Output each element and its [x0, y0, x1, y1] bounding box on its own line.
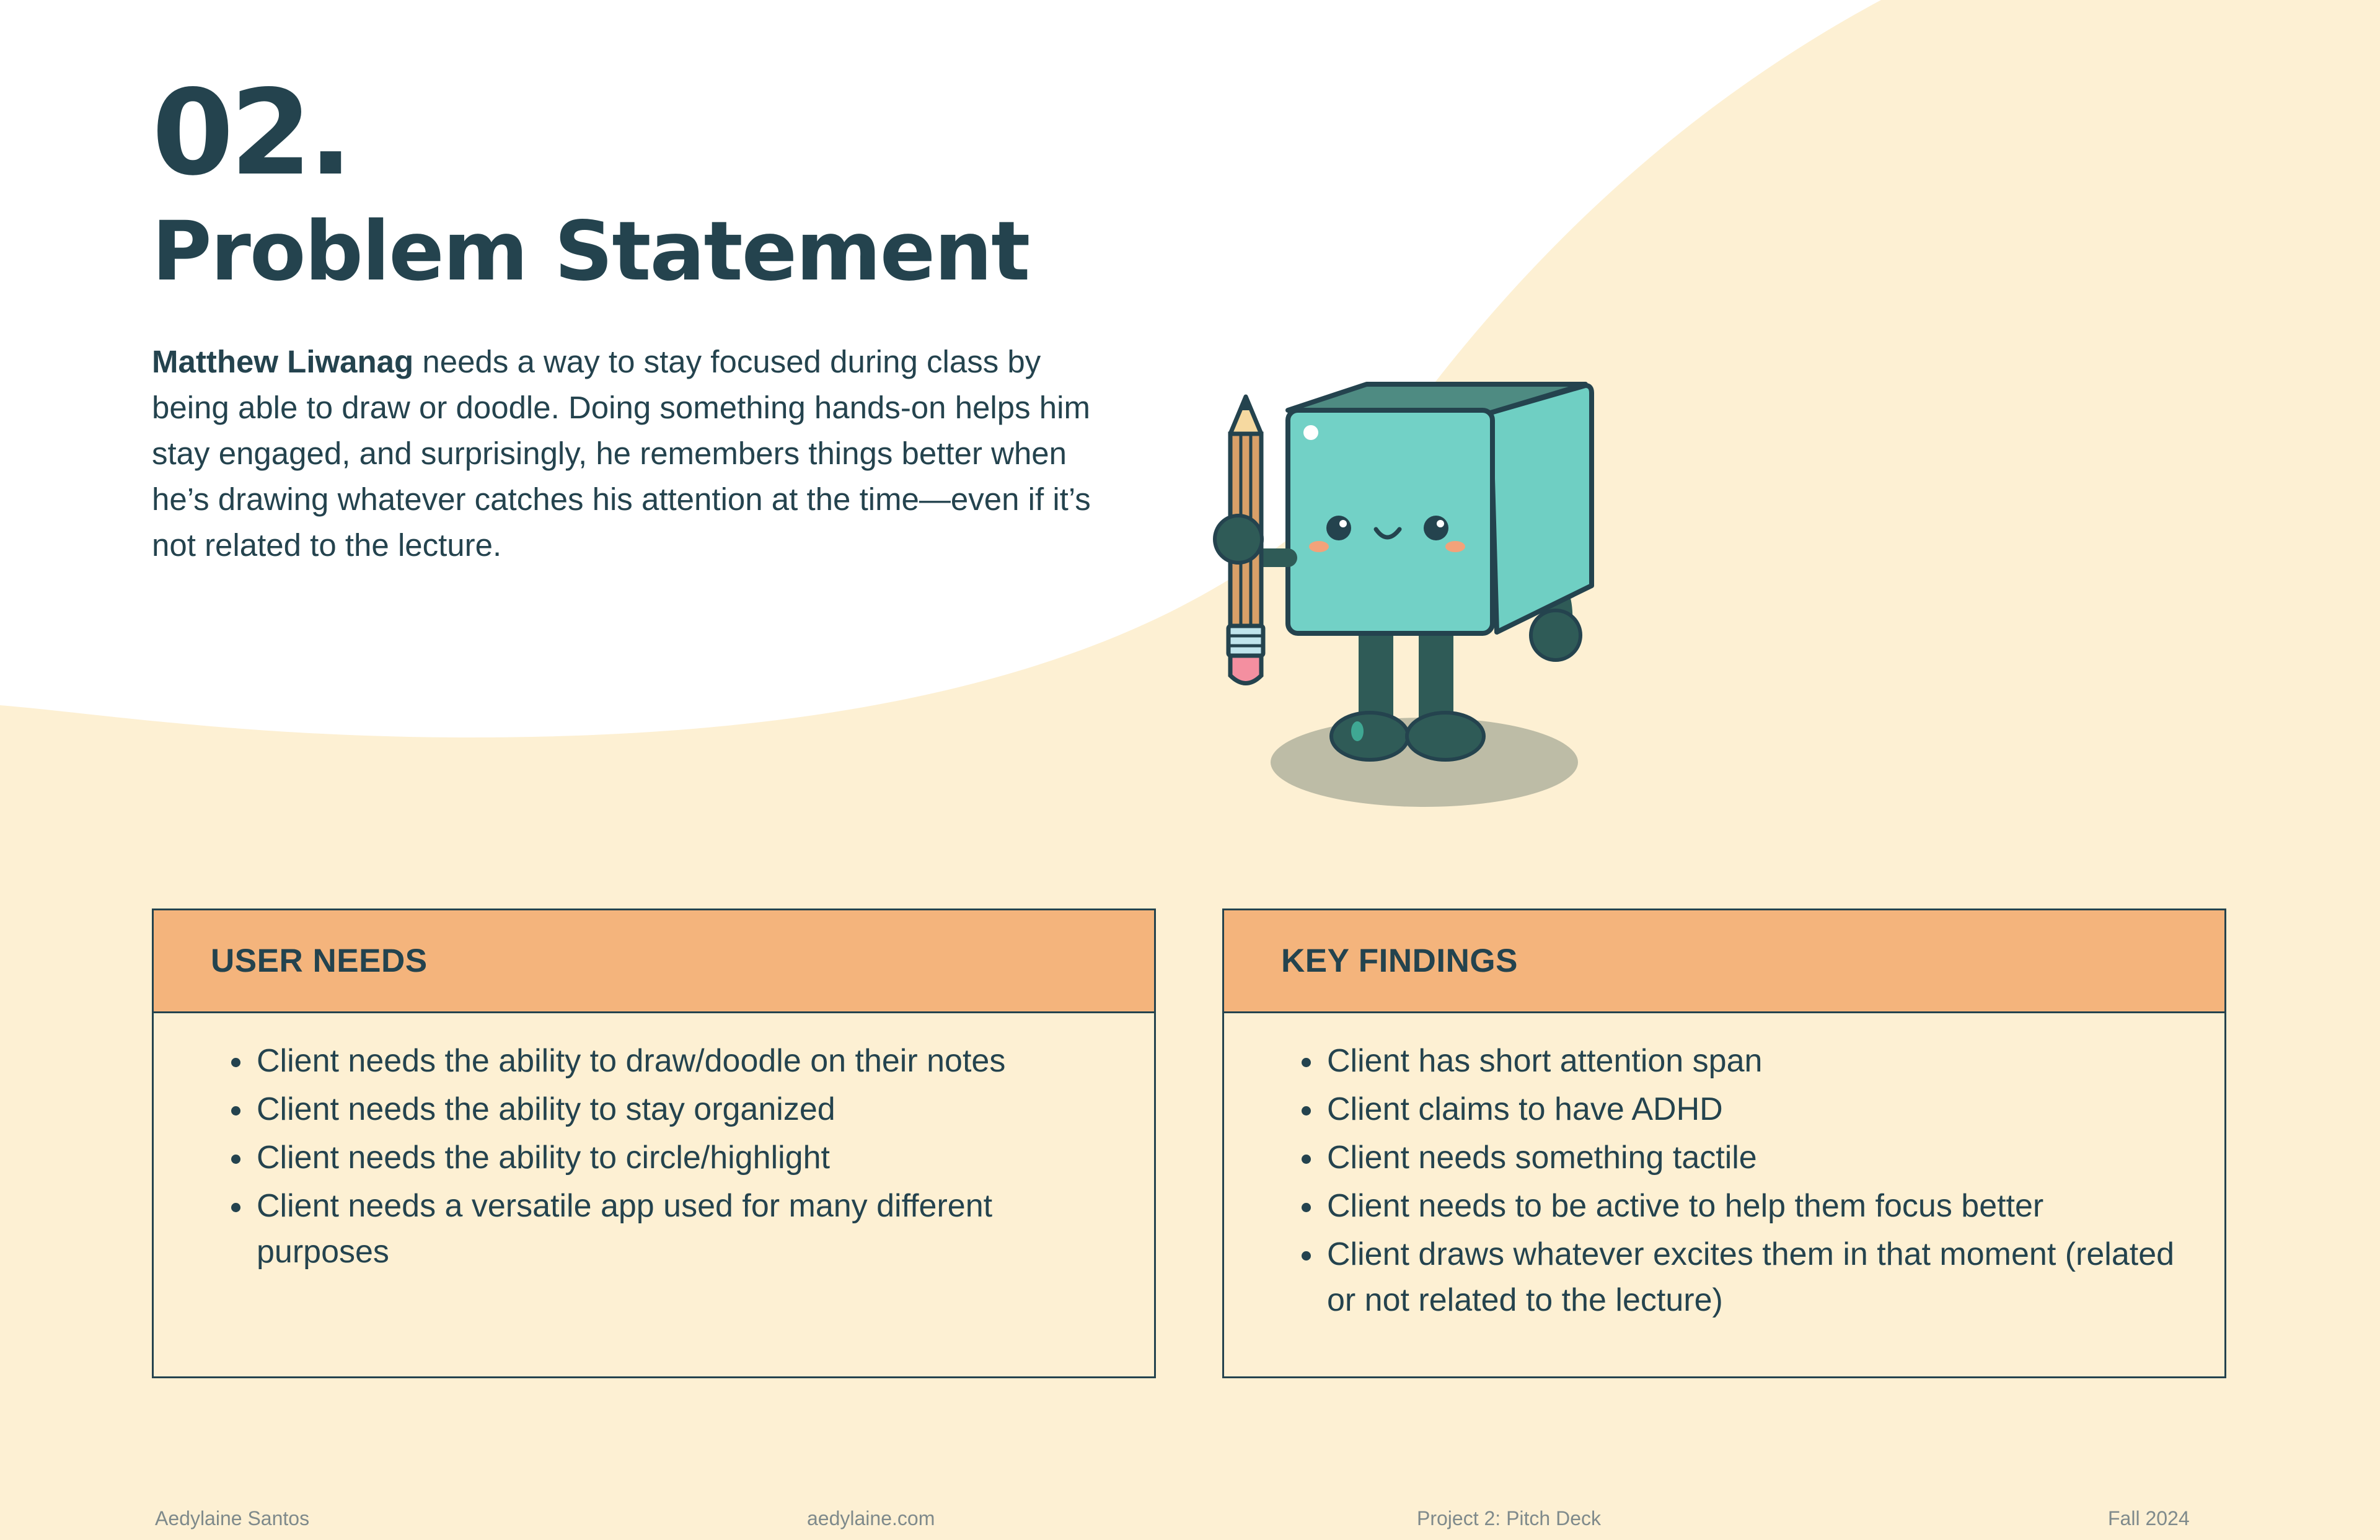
user-needs-card: [152, 909, 1156, 1378]
list-item: • Client needs the ability to draw/doodle on their notes: [254, 1038, 1129, 1084]
key-findings-list: [1224, 1013, 2224, 1323]
list-item: • Client has short attention span: [1324, 1038, 2200, 1084]
problem-description: [152, 339, 1119, 568]
key-findings-heading: KEY FINDINGS: [1224, 910, 2224, 1013]
footer-website: aedylaine.com: [807, 1507, 935, 1529]
list-item: • Client claims to have ADHD: [1324, 1086, 2200, 1132]
user-needs-list: [154, 1013, 1154, 1275]
list-item: • Client needs the ability to stay organized: [254, 1086, 1129, 1132]
key-findings-card: [1222, 909, 2226, 1378]
footer-project: Project 2: Pitch Deck: [1417, 1507, 1601, 1529]
footer-term: Fall 2024: [2108, 1507, 2190, 1529]
slide-number: 02.: [152, 64, 350, 201]
user-needs-heading: USER NEEDS: [154, 910, 1154, 1013]
footer-author: Aedylaine Santos: [155, 1507, 310, 1529]
problem-text: needs a way to stay focused during class by being able to draw or doodle. Doing something hands-on helps him stay engaged, and surprisingly, he remembers things better when he’s drawing whatever catches his attention at the time—even if it’s not related to the lecture.: [152, 344, 1091, 563]
list-item: • Client needs the ability to circle/highlight: [254, 1135, 1129, 1181]
list-item: • Client needs something tactile: [1324, 1135, 2200, 1181]
list-item: • Client needs to be active to help them focus better: [1324, 1183, 2200, 1229]
page-title: Problem Statement: [152, 204, 1029, 299]
list-item: • Client draws whatever excites them in that moment (related or not related to the lecture): [1324, 1231, 2200, 1323]
list-item: • Client needs a versatile app used for many different purposes: [254, 1183, 1129, 1275]
cube-mascot-illustration: [1165, 372, 1611, 830]
client-name: Matthew Liwanag: [152, 344, 414, 379]
